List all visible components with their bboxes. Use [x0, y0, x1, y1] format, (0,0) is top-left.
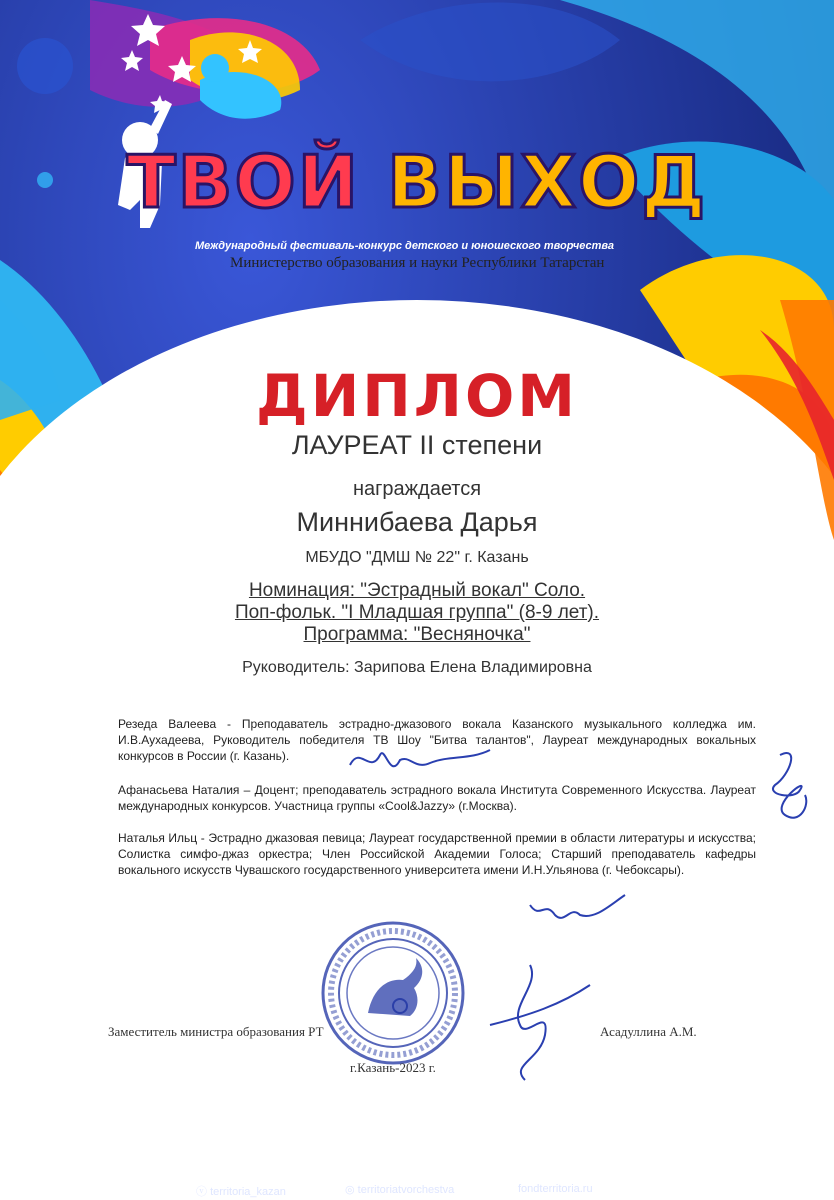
leader-line: Руководитель: Зарипова Елена Владимировна [242, 659, 592, 676]
social-instagram[interactable] [345, 1183, 454, 1196]
recipient-school: МБУДО "ДМШ № 22" г. Казань [305, 549, 529, 566]
nomination-line: Номинация: "Эстрадный вокал" Соло. [248, 580, 586, 601]
social-site[interactable]: fondterritoria.ru [518, 1183, 593, 1195]
ministry-line: Министерство образования и науки Республики Татарстан [230, 255, 605, 271]
official-stamp [318, 918, 468, 1068]
social-instagram-label: territoriatvorchestva [357, 1184, 455, 1196]
signature-1 [340, 735, 500, 785]
vk-icon: ⓥ [196, 1186, 207, 1198]
deputy-minister-name: Асадуллина А.М. [600, 1024, 697, 1039]
instagram-icon: ◎ [345, 1184, 355, 1196]
jury-member-2: Афанасьева Наталия – Доцент; преподаватель эстрадного вокала Института Современного Искусства. Лауреат международных конкурсов. Участница группы «Cool&Jazzy» (г.Москва). [118, 783, 756, 813]
festival-subtitle: Международный фестиваль-конкурс детского и юношеского творчества [195, 240, 615, 252]
signature-4 [470, 955, 600, 1085]
deputy-minister-title: Заместитель министра образования РТ [108, 1024, 324, 1039]
festival-title-word-1: ТВОЙ [126, 140, 361, 224]
nomination-block [0, 580, 834, 646]
diploma-heading: ДИПЛОМ [256, 362, 578, 430]
social-vk[interactable] [196, 1183, 286, 1199]
jury-member-1: Резеда Валеева - Преподаватель эстрадно-джазового вокала Казанского музыкального колледжа им. И.В.Аухадеева, Руководитель победителя ТВ Шоу "Битва талантов", Лауреат международных вокальных конкурсов в России (г. Казань). [118, 717, 756, 763]
signature-2 [750, 745, 820, 835]
festival-title-word-2: ВЫХОД [387, 140, 708, 224]
recipient-name: Миннибаева Дарья [296, 507, 538, 537]
city-year: г.Казань-2023 г. [350, 1060, 436, 1075]
category-line: Поп-фольк. "I Младшая группа" (8-9 лет). [234, 602, 600, 623]
jury-member-3: Наталья Ильц - Эстрадно джазовая певица; Лауреат государственной премии в области литературы и искусства; Солистка симфо-джаз оркестра; Член Российской Академии Голоса; Старший преподаватель кафедры вокального искусств Чувашского государственного университета имени И.Н.Ульянова (г. Чебоксары). [118, 831, 756, 877]
program-line: Программа: "Весняночка" [303, 624, 531, 645]
social-vk-label: territoria_kazan [210, 1186, 286, 1198]
festival-logo-title [0, 140, 834, 224]
award-degree: ЛАУРЕАТ II степени [291, 430, 543, 460]
territory-logo: ТЕРРИТОРИЯ ТВОРЧЕСТВА [218, 1138, 616, 1155]
awarded-text: награждается [352, 478, 482, 500]
signature-3 [525, 890, 635, 940]
